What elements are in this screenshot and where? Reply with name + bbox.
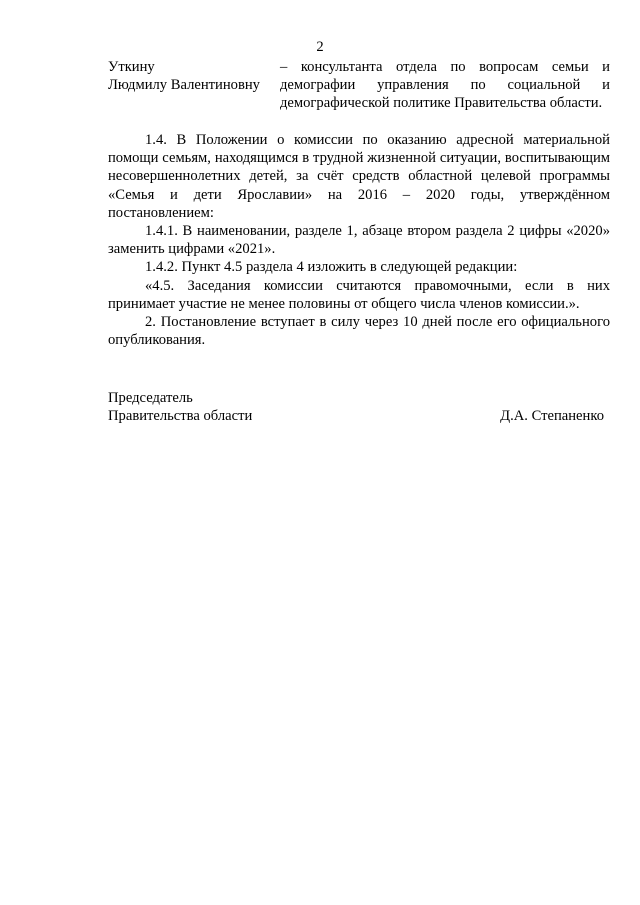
assignee-name-line2: Людмилу Валентиновну	[108, 77, 260, 94]
page-number: 2	[316, 39, 324, 55]
signer-name: Д.А. Степаненко	[500, 408, 604, 425]
paragraph-1-4: 1.4. В Положении о комиссии по оказанию адресной материальной помощи семьям, находящимся в трудной жизненной ситуации, воспитывающим несовершеннолетних детей, за счёт средств областной целевой программы «Семья и дети Ярославии» на 2016 – 2020 годы, утверждённом постановлением:	[108, 132, 610, 221]
signature-block	[108, 389, 604, 425]
body-text	[108, 131, 610, 349]
assignee-name	[108, 58, 280, 113]
paragraph-2: 2. Постановление вступает в силу через 10 дней после его официального опубликования.	[108, 314, 610, 349]
paragraph-1-4-2: 1.4.2. Пункт 4.5 раздела 4 изложить в следующей редакции:	[145, 259, 518, 276]
assignee-role: – консультанта отдела по вопросам семьи и демографии управления по социальной и демографической политике Правительства области.	[280, 59, 610, 112]
paragraph-4-5-quote: «4.5. Заседания комиссии считаются правомочными, если в них принимает участие не менее половины от общего числа членов комиссии.».	[108, 277, 610, 312]
assignee-name-line1: Уткину	[108, 59, 155, 75]
paragraph-1-4-1: 1.4.1. В наименовании, разделе 1, абзаце втором раздела 2 цифры «2020» заменить цифрами «2021».	[108, 223, 610, 258]
assignee-block	[108, 58, 610, 113]
signer-title-line2: Правительства области	[108, 408, 253, 425]
signature-row	[108, 407, 604, 425]
signer-title-line1: Председатель	[108, 390, 193, 406]
